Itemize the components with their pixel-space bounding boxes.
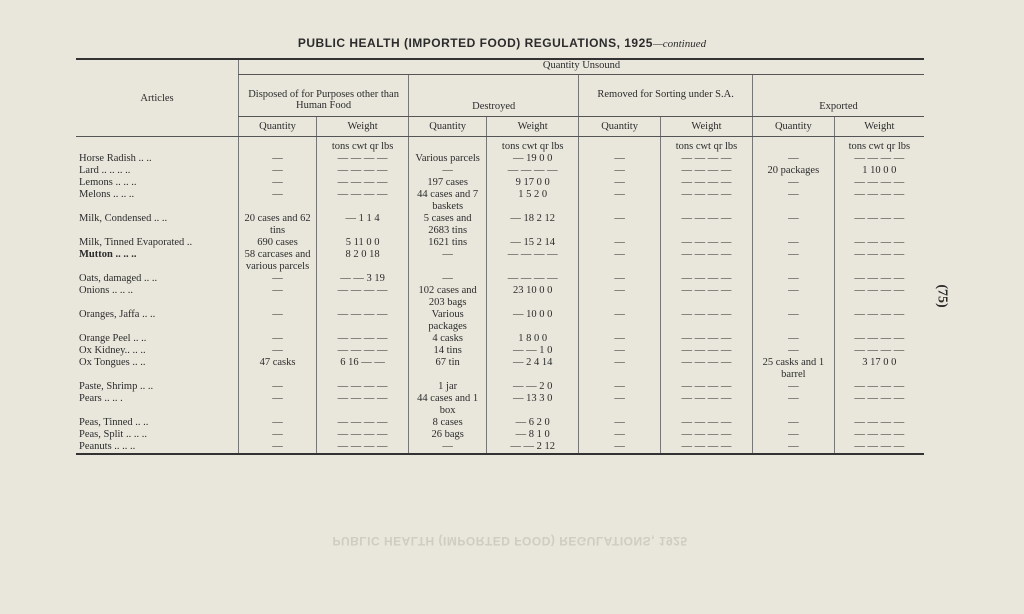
quantity-cell: — <box>579 441 661 454</box>
quantity-cell: 197 cases <box>409 177 487 189</box>
article-name: Ox Kidney.. .. .. <box>79 345 146 356</box>
quantity-cell: — <box>753 345 835 357</box>
article-name: Paste, Shrimp .. .. <box>79 381 154 392</box>
quantity-cell: — <box>753 381 835 393</box>
weight-cell: — — — — <box>317 393 409 417</box>
quantity-cell: 4 casks <box>409 333 487 345</box>
quantity-cell: 67 tin <box>409 357 487 381</box>
quantity-cell: 690 cases <box>239 237 317 249</box>
weight-cell: — — — — <box>487 249 579 273</box>
quantity-cell: — <box>579 273 661 285</box>
weight-cell: 23 10 0 0 <box>487 285 579 309</box>
destroyed-quantity-header: Quantity <box>409 117 487 137</box>
weight-cell: — — — — <box>317 177 409 189</box>
table-row <box>76 393 924 417</box>
table-row <box>76 249 924 273</box>
table-row <box>76 165 924 177</box>
quantity-cell: — <box>239 417 317 429</box>
quantity-cell: — <box>239 189 317 213</box>
quantity-cell: — <box>239 393 317 417</box>
quantity-cell: — <box>579 429 661 441</box>
quantity-cell: — <box>753 417 835 429</box>
quantity-cell: — <box>579 165 661 177</box>
table-row <box>76 333 924 345</box>
weight-cell: — — — — <box>834 441 924 454</box>
exported-quantity-header: Quantity <box>753 117 835 137</box>
weight-cell: — — — — <box>660 357 752 381</box>
removed-header: Removed for Sorting under S.A. <box>579 75 753 117</box>
weight-cell: — 1 1 4 <box>317 213 409 237</box>
quantity-cell: 25 casks and 1 barrel <box>753 357 835 381</box>
quantity-cell: — <box>239 345 317 357</box>
table-body <box>76 137 924 455</box>
weight-cell: — — — — <box>660 285 752 309</box>
quantity-cell: — <box>579 189 661 213</box>
weight-cell: — — — — <box>660 237 752 249</box>
article-name: Melons .. .. .. <box>79 189 135 200</box>
quantity-cell: — <box>239 333 317 345</box>
article-name: Oranges, Jaffa .. .. <box>79 309 156 320</box>
quantity-cell: — <box>579 153 661 165</box>
articles-header: Articles <box>76 59 239 137</box>
removed-weight-header: Weight <box>660 117 752 137</box>
article-name: Mutton .. .. .. <box>79 249 137 260</box>
weight-cell: — — — — <box>834 285 924 309</box>
table-row <box>76 345 924 357</box>
quantity-cell: 44 cases and 1 box <box>409 393 487 417</box>
quantity-cell: — <box>239 165 317 177</box>
exported-header: Exported <box>753 75 924 117</box>
weight-cell: — — 1 0 <box>487 345 579 357</box>
weight-cell: — — — — <box>834 249 924 273</box>
quantity-cell: — <box>239 381 317 393</box>
weight-cell: — — — — <box>317 165 409 177</box>
weight-cell: — — — — <box>834 393 924 417</box>
weight-cell: — — — — <box>660 417 752 429</box>
weight-cell: — — — — <box>660 429 752 441</box>
table-row <box>76 177 924 189</box>
weight-cell: — 19 0 0 <box>487 153 579 165</box>
quantity-cell: — <box>239 153 317 165</box>
weight-cell: 1 5 2 0 <box>487 189 579 213</box>
weight-cell: — — — — <box>660 441 752 454</box>
article-name: Lard .. .. .. .. <box>79 165 131 176</box>
quantity-cell: 20 packages <box>753 165 835 177</box>
weight-cell: — 15 2 14 <box>487 237 579 249</box>
table-row <box>76 309 924 333</box>
quantity-cell: — <box>579 345 661 357</box>
quantity-cell: — <box>239 177 317 189</box>
quantity-cell: — <box>409 165 487 177</box>
quantity-cell: — <box>753 285 835 309</box>
table-row <box>76 273 924 285</box>
exported-weight-header: Weight <box>834 117 924 137</box>
weight-cell: — — — — <box>834 429 924 441</box>
article-name: Horse Radish .. .. <box>79 153 152 164</box>
weight-cell: — — 2 0 <box>487 381 579 393</box>
weight-cell: — — — — <box>834 213 924 237</box>
quantity-cell: 47 casks <box>239 357 317 381</box>
quantity-cell: — <box>753 393 835 417</box>
weight-cell: — — — — <box>660 273 752 285</box>
quantity-cell: — <box>579 417 661 429</box>
quantity-cell: — <box>579 393 661 417</box>
disposed-header: Disposed of for Purposes other than Human Food <box>239 75 409 117</box>
table-row <box>76 417 924 429</box>
quantity-cell: — <box>753 429 835 441</box>
weight-cell: — — — — <box>317 441 409 454</box>
weight-cell: — — — — <box>660 165 752 177</box>
table-row <box>76 213 924 237</box>
quantity-cell: — <box>753 249 835 273</box>
quantity-cell: 20 cases and 62 tins <box>239 213 317 237</box>
article-name: Lemons .. .. .. <box>79 177 137 188</box>
title-main: PUBLIC HEALTH (IMPORTED FOOD) REGULATIONS, 1925 <box>297 36 653 50</box>
weight-cell: — — — — <box>834 417 924 429</box>
quantity-cell: 1621 tins <box>409 237 487 249</box>
weight-cell: — — — — <box>660 213 752 237</box>
weight-cell: — — 2 12 <box>487 441 579 454</box>
quantity-cell: Various packages <box>409 309 487 333</box>
table-row <box>76 285 924 309</box>
weight-cell: 6 16 — — <box>317 357 409 381</box>
weight-cell: — — — — <box>660 309 752 333</box>
units-label: tons cwt qr lbs <box>487 137 579 154</box>
weight-cell: — — — — <box>834 309 924 333</box>
weight-cell: — — — — <box>487 273 579 285</box>
quantity-cell: 26 bags <box>409 429 487 441</box>
article-name: Milk, Condensed .. .. <box>79 213 168 224</box>
article-name: Pears .. .. . <box>79 393 123 404</box>
weight-cell: — — — — <box>317 153 409 165</box>
article-name: Peas, Split .. .. .. <box>79 429 147 440</box>
weight-cell: — — — — <box>660 189 752 213</box>
article-name: Oats, damaged .. .. <box>79 273 158 284</box>
weight-cell: 1 10 0 0 <box>834 165 924 177</box>
weight-cell: — — — — <box>834 177 924 189</box>
quantity-cell: — <box>239 309 317 333</box>
weight-cell: — — — — <box>317 417 409 429</box>
quantity-cell: 1 jar <box>409 381 487 393</box>
quantity-cell: — <box>753 213 835 237</box>
article-name: Peanuts .. .. .. <box>76 441 239 454</box>
quantity-cell: 14 tins <box>409 345 487 357</box>
quantity-cell: — <box>753 273 835 285</box>
quantity-cell: 102 cases and 203 bags <box>409 285 487 309</box>
weight-cell: 9 17 0 0 <box>487 177 579 189</box>
destroyed-header: Destroyed <box>409 75 579 117</box>
weight-cell: — 6 2 0 <box>487 417 579 429</box>
table-row <box>76 429 924 441</box>
weight-cell: — — — — <box>660 345 752 357</box>
weight-cell: 5 11 0 0 <box>317 237 409 249</box>
table-row <box>76 189 924 213</box>
quantity-cell: 5 cases and 2683 tins <box>409 213 487 237</box>
quantity-cell: — <box>239 285 317 309</box>
article-name: Onions .. .. .. <box>79 285 133 296</box>
weight-cell: — 18 2 12 <box>487 213 579 237</box>
quantity-unsound-header: Quantity Unsound <box>239 59 924 75</box>
weight-cell: 8 2 0 18 <box>317 249 409 273</box>
weight-cell: — — — — <box>317 189 409 213</box>
disposed-weight-header: Weight <box>317 117 409 137</box>
weight-cell: — — — — <box>317 381 409 393</box>
quantity-cell: — <box>579 213 661 237</box>
quantity-cell: — <box>579 237 661 249</box>
quantity-cell: — <box>409 441 487 454</box>
table-row <box>76 357 924 381</box>
title-suffix: —continued <box>652 38 707 50</box>
quantity-cell: — <box>753 189 835 213</box>
weight-cell: — — — — <box>834 273 924 285</box>
units-label: tons cwt qr lbs <box>660 137 752 154</box>
weight-cell: — — — — <box>660 249 752 273</box>
article-name: Peas, Tinned .. .. <box>79 417 149 428</box>
quantity-cell: — <box>753 441 835 454</box>
weight-cell: — 2 4 14 <box>487 357 579 381</box>
quantity-cell: — <box>239 429 317 441</box>
disposed-quantity-header: Quantity <box>239 117 317 137</box>
quantity-cell: — <box>753 177 835 189</box>
weight-cell: — — — — <box>834 381 924 393</box>
units-spacer <box>76 137 239 154</box>
quantity-cell: — <box>753 237 835 249</box>
article-name: Ox Tongues .. .. <box>79 357 146 368</box>
weight-cell: — — — — <box>317 345 409 357</box>
weight-cell: — — — — <box>834 237 924 249</box>
weight-cell: — — — — <box>487 165 579 177</box>
weight-cell: — — — — <box>660 153 752 165</box>
quantity-cell: — <box>579 285 661 309</box>
article-name: Orange Peel .. .. <box>79 333 147 344</box>
quantity-cell: — <box>579 357 661 381</box>
weight-cell: — — — — <box>834 189 924 213</box>
quantity-cell: — <box>409 249 487 273</box>
destroyed-weight-header: Weight <box>487 117 579 137</box>
quantity-cell: — <box>409 273 487 285</box>
quantity-cell: — <box>579 177 661 189</box>
quantity-cell: — <box>239 441 317 454</box>
weight-cell: — — — — <box>660 393 752 417</box>
quantity-cell: 8 cases <box>409 417 487 429</box>
removed-quantity-header: Quantity <box>579 117 661 137</box>
units-label: tons cwt qr lbs <box>317 137 409 154</box>
quantity-cell: 44 cases and 7 baskets <box>409 189 487 213</box>
weight-cell: — — — — <box>834 153 924 165</box>
quantity-cell: — <box>579 249 661 273</box>
weight-cell: — — — — <box>834 345 924 357</box>
article-name: Milk, Tinned Evaporated .. <box>79 237 193 248</box>
quantity-cell: — <box>753 153 835 165</box>
weight-cell: — — — — <box>834 333 924 345</box>
quantity-cell: 58 carcases and various parcels <box>239 249 317 273</box>
quantity-cell: Various parcels <box>409 153 487 165</box>
page-title <box>0 36 1004 50</box>
weight-cell: — — — — <box>317 309 409 333</box>
show-through-text: PUBLIC HEALTH (IMPORTED FOOD) REGULATIONS, 1925 <box>332 534 688 548</box>
weight-cell: — 8 1 0 <box>487 429 579 441</box>
quantity-cell: — <box>753 333 835 345</box>
weight-cell: — — — — <box>317 285 409 309</box>
table-row <box>76 441 924 454</box>
quantity-cell: — <box>753 309 835 333</box>
table-row <box>76 381 924 393</box>
weight-cell: — — — — <box>660 177 752 189</box>
weight-cell: — — — — <box>660 333 752 345</box>
page-number: (75) <box>934 284 950 308</box>
quantity-cell: — <box>239 273 317 285</box>
weight-cell: — — 3 19 <box>317 273 409 285</box>
weight-cell: — — — — <box>317 333 409 345</box>
weight-cell: — 10 0 0 <box>487 309 579 333</box>
weight-cell: — 13 3 0 <box>487 393 579 417</box>
weight-cell: — — — — <box>317 429 409 441</box>
quantity-cell: — <box>579 381 661 393</box>
quantity-cell: — <box>579 309 661 333</box>
table-row <box>76 153 924 165</box>
table-row <box>76 237 924 249</box>
units-label: tons cwt qr lbs <box>834 137 924 154</box>
imported-food-table <box>76 58 924 455</box>
weight-cell: 1 8 0 0 <box>487 333 579 345</box>
weight-cell: — — — — <box>660 381 752 393</box>
weight-cell: 3 17 0 0 <box>834 357 924 381</box>
quantity-cell: — <box>579 333 661 345</box>
